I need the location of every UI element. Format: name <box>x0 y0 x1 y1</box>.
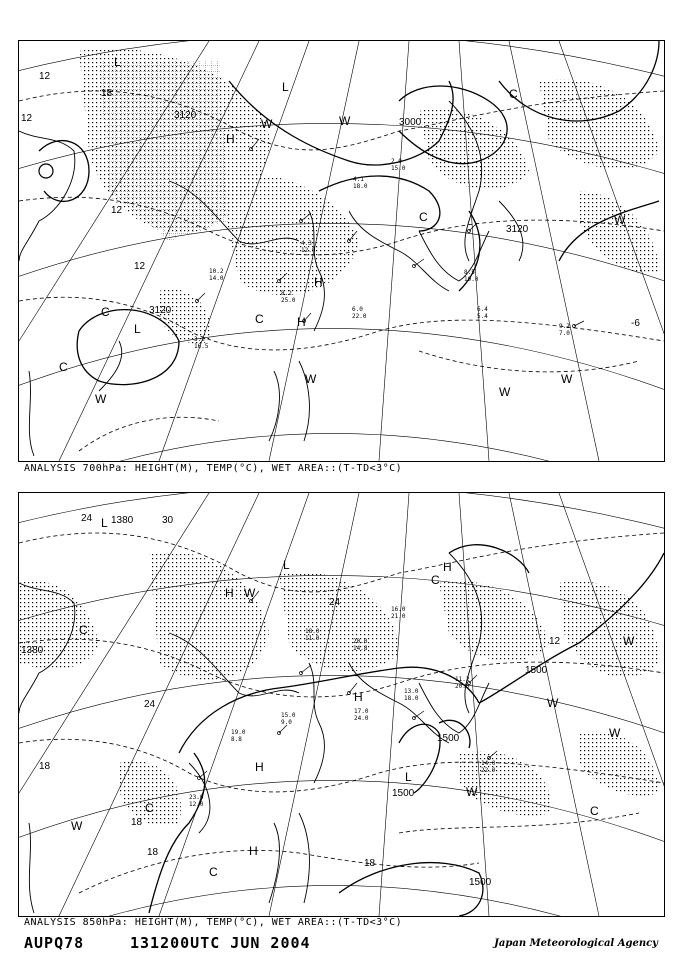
temp-label: -6 <box>631 318 640 329</box>
map-700hpa <box>19 41 664 461</box>
map-850hpa <box>19 493 664 916</box>
system-H: H <box>255 760 264 774</box>
station-value: 14.0 <box>209 275 224 282</box>
temp-label: 18 <box>364 858 376 869</box>
height-label: 3000 <box>399 117 422 128</box>
system-C: C <box>79 623 88 637</box>
station-value: 13.0 <box>404 688 419 695</box>
temp-label: 12 <box>134 261 146 272</box>
station-value: 25.0 <box>281 297 296 304</box>
station-value: 8.2 <box>281 290 292 297</box>
system-C: C <box>590 804 599 818</box>
station-value: 8.8 <box>231 736 242 743</box>
system-W: W <box>609 726 621 740</box>
station-value: 6.0 <box>352 306 363 313</box>
station-value: 21.0 <box>391 613 406 620</box>
station-value: 14.8 <box>353 645 368 652</box>
station-value: 15.0 <box>391 165 406 172</box>
height-label: 3120 <box>174 110 197 121</box>
system-H: H <box>225 586 234 600</box>
station-value: 9.2 <box>559 323 570 330</box>
system-W: W <box>466 785 478 799</box>
station-value: 12.0 <box>301 247 316 254</box>
system-W: W <box>339 114 351 128</box>
station-value: 8.5 <box>464 269 475 276</box>
temp-label: 18 <box>39 761 51 772</box>
system-L: L <box>134 322 141 336</box>
temp-label: 12 <box>21 113 33 124</box>
temp-label: 30 <box>162 515 174 526</box>
height-label: 1380 <box>111 515 134 526</box>
height-label: 1380 <box>21 645 44 656</box>
station-value: 20.0 <box>353 638 368 645</box>
system-L: L <box>101 516 108 530</box>
system-W: W <box>261 117 273 131</box>
system-W: W <box>95 392 107 406</box>
system-H: H <box>354 690 363 704</box>
graticule-850 <box>19 493 664 916</box>
system-W: W <box>305 372 317 386</box>
system-C: C <box>419 210 428 224</box>
caption-700hpa: ANALYSIS 700hPa: HEIGHT(M), TEMP(°C), WET AREA::(T-TD<3°C) <box>24 463 403 474</box>
temp-label: 12 <box>39 71 51 82</box>
chart-id: AUPQ78 <box>24 934 85 952</box>
system-W: W <box>71 819 83 833</box>
station-value: 4.3 <box>301 240 312 247</box>
station-value: 9.0 <box>281 719 292 726</box>
station-value: 10.2 <box>209 268 224 275</box>
station-value: 15.0 <box>281 712 296 719</box>
system-L: L <box>405 770 412 784</box>
system-H: H <box>314 275 323 289</box>
station-value: 18.0 <box>353 183 368 190</box>
height-label: 3120 <box>149 305 172 316</box>
station-value: 23.0 <box>189 794 204 801</box>
temp-label: 12 <box>111 205 123 216</box>
system-H: H <box>443 560 452 574</box>
system-H: H <box>226 132 235 146</box>
station-value: 22.0 <box>481 767 496 774</box>
station-value: 3.2 <box>194 336 205 343</box>
height-label: 1500 <box>525 665 548 676</box>
station-value: 5.4 <box>477 313 488 320</box>
system-W: W <box>244 586 256 600</box>
system-H: H <box>297 315 306 329</box>
station-value: 6.4 <box>477 306 488 313</box>
height-label: 3120 <box>506 224 529 235</box>
station-value: 11.2 <box>455 676 470 683</box>
station-value: 18.0 <box>404 695 419 702</box>
system-L: L <box>283 558 290 572</box>
system-W: W <box>614 213 626 227</box>
station-value: 19.0 <box>464 276 479 283</box>
station-value: 4.1 <box>353 176 364 183</box>
system-L: L <box>282 80 289 94</box>
system-W: W <box>499 385 511 399</box>
temp-label: 24 <box>329 597 341 608</box>
station-value: 16.0 <box>391 606 406 613</box>
system-L: L <box>114 55 121 69</box>
agency-credit: Japan Meteorological Agency <box>494 938 658 949</box>
station-value: 20.0 <box>455 683 470 690</box>
station-value: 16.5 <box>194 343 209 350</box>
station-value: 24.0 <box>354 715 369 722</box>
system-H: H <box>249 844 258 858</box>
height-label: 1500 <box>437 733 460 744</box>
system-W: W <box>623 634 635 648</box>
system-C: C <box>209 865 218 879</box>
temp-label: 18 <box>147 847 159 858</box>
temp-label: 24 <box>144 699 156 710</box>
system-C: C <box>255 312 264 326</box>
station-value: 11.0 <box>305 635 320 642</box>
station-value: 22.0 <box>352 313 367 320</box>
system-W: W <box>561 372 573 386</box>
temp-label: 12 <box>549 636 561 647</box>
height-label: 1500 <box>469 877 492 888</box>
temp-label: 18 <box>131 817 143 828</box>
system-W: W <box>547 696 559 710</box>
station-value: 7.0 <box>559 330 570 337</box>
station-value: 12.0 <box>189 801 204 808</box>
valid-time: 131200UTC JUN 2004 <box>130 934 311 952</box>
station-value: 17.0 <box>354 708 369 715</box>
temp-label: 24 <box>81 513 93 524</box>
station-value: 2.0 <box>391 158 402 165</box>
station-value: 14.0 <box>481 760 496 767</box>
system-C: C <box>431 573 440 587</box>
station-value: 18.0 <box>305 628 320 635</box>
caption-850hpa: ANALYSIS 850hPa: HEIGHT(M), TEMP(°C), WET AREA::(T-TD<3°C) <box>24 917 403 928</box>
system-C: C <box>59 360 68 374</box>
analysis-chart-700hpa <box>18 40 665 462</box>
height-label: 1500 <box>392 788 415 799</box>
temp-label: 18 <box>101 88 113 99</box>
system-C: C <box>145 801 154 815</box>
analysis-chart-850hpa <box>18 492 665 917</box>
system-C: C <box>509 87 518 101</box>
station-value: 19.0 <box>231 729 246 736</box>
system-C: C <box>101 305 110 319</box>
